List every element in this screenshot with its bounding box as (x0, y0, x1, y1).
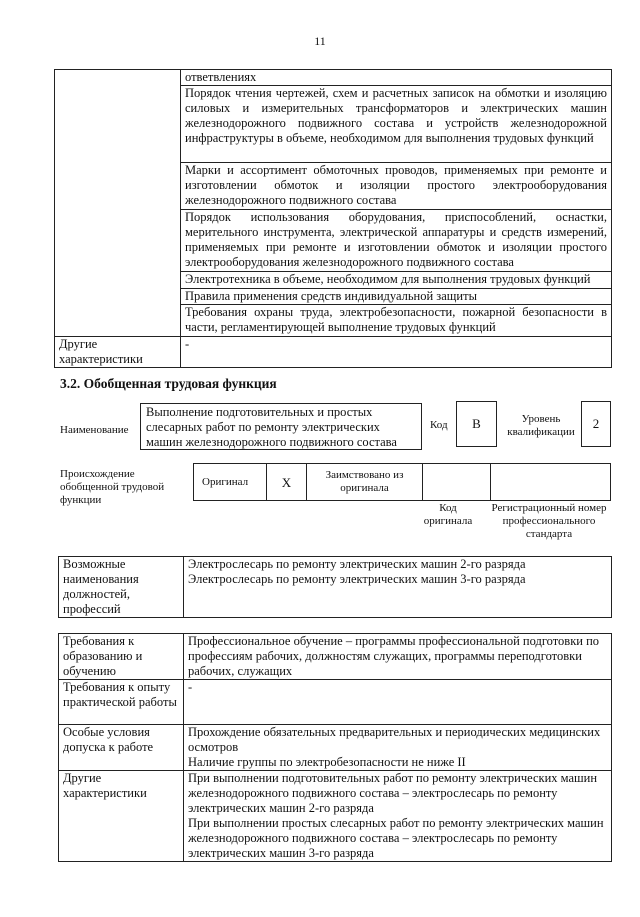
requirements-table (58, 633, 612, 862)
level-value-box: 2 (581, 401, 611, 447)
level-label: Уровень квалификации (507, 413, 575, 438)
section-heading: 3.2. Обобщенная трудовая функция (60, 376, 277, 391)
function-name-box: Выполнение подготовительных и простых слесарных работ по ремонту электрических машин железнодорожного подвижного состава (140, 403, 422, 450)
borrowed-label: Заимствовано из оригинала (307, 464, 423, 501)
other-req-value (184, 771, 612, 862)
original-label: Оригинал (194, 464, 267, 501)
education-value: Профессиональное обучение – программы профессиональной подготовки по профессиям рабочих, должностям служащих, программы переподготовки рабочих, служащих (184, 634, 612, 680)
position-item: Электрослесарь по ремонту электрических машин 3-го разряда (188, 572, 526, 586)
knowledge-row: Марки и ассортимент обмоточных проводов, применяемых при ремонте и изготовлении обмоток и изоляции простого электрооборудования железнодорожного подвижного состава (181, 163, 612, 210)
page-number: 11 (314, 34, 326, 48)
knowledge-label-cell (55, 70, 181, 337)
name-label: Наименование (60, 424, 129, 436)
special-conditions-value (184, 725, 612, 771)
code-original-cell (423, 464, 491, 501)
other-req-label: Другие характеристики (59, 771, 184, 862)
other-req-item: При выполнении простых слесарных работ по ремонту электрических машин железнодорожного подвижного состава – электрослесарь по ремонту электрических машин 3-го разряда (188, 816, 604, 860)
origin-table (193, 463, 611, 501)
knowledge-row: Порядок использования оборудования, приспособлений, оснастки, мерительного инструмента, электрической аппаратуры и средств измерений, применяемых при ремонте и изготовлении обмоток и изоляции простого электрооборудования железнодорожного подвижного состава (181, 210, 612, 272)
special-conditions-label: Особые условия допуска к работе (59, 725, 184, 771)
special-condition-item: Наличие группы по электробезопасности не ниже II (188, 755, 466, 769)
other-characteristics-value: - (181, 337, 612, 368)
experience-value: - (184, 680, 612, 725)
position-item: Электрослесарь по ремонту электрических машин 2-го разряда (188, 557, 526, 571)
positions-label: Возможные наименования должностей, профессий (59, 557, 184, 618)
code-value-box: B (456, 401, 497, 447)
reg-number-caption: Регистрационный номер профессионального стандарта (491, 502, 607, 540)
knowledge-row: ответвлениях (181, 70, 612, 86)
code-original-caption: Код оригинала (423, 502, 473, 527)
other-req-item: При выполнении подготовительных работ по ремонту электрических машин железнодорожного подвижного состава – электрослесарь по ремонту электрических машин 2-го разряда (188, 771, 598, 815)
positions-table (58, 556, 612, 618)
education-label: Требования к образованию и обучению (59, 634, 184, 680)
origin-label: Происхождение обобщенной трудовой функции (60, 468, 165, 506)
experience-label: Требования к опыту практической работы (59, 680, 184, 725)
original-mark: X (267, 464, 307, 501)
knowledge-table (54, 69, 612, 368)
knowledge-row: Порядок чтения чертежей, схем и расчетных записок на обмотки и изоляцию силовых и измерительных трансформаторов и электрических машин железнодорожного подвижного состава и устройств железнодорожной инфраструктуры в объеме, необходимом для выполнения трудовых функций (181, 86, 612, 163)
knowledge-row: Правила применения средств индивидуальной защиты (181, 289, 612, 305)
positions-value (184, 557, 612, 618)
knowledge-row: Электротехника в объеме, необходимом для выполнения трудовых функций (181, 272, 612, 289)
other-characteristics-label: Другие характеристики (55, 337, 181, 368)
knowledge-row: Требования охраны труда, электробезопасности, пожарной безопасности в части, регламентирующей выполнение трудовых функций (181, 305, 612, 337)
reg-number-cell (491, 464, 611, 501)
code-label: Код (430, 419, 448, 431)
special-condition-item: Прохождение обязательных предварительных и периодических медицинских осмотров (188, 725, 601, 754)
